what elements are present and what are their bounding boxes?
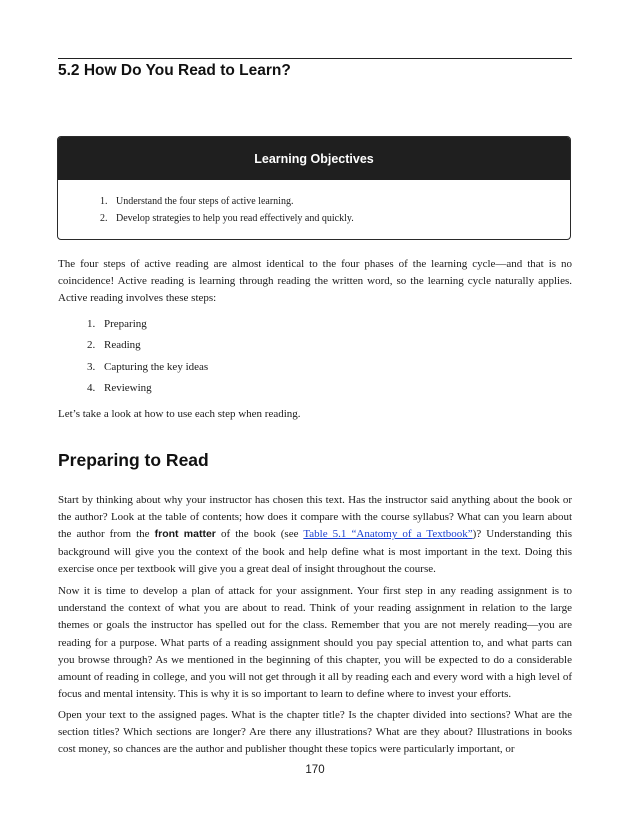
list-item: 3. Capturing the key ideas [87,360,209,373]
learning-objectives-header: Learning Objectives [58,137,570,180]
section-title: 5.2 How Do You Read to Learn? [58,62,291,79]
list-item: 2. Develop strategies to help you read effectively and quickly. [100,213,354,224]
page-number: 170 [305,764,325,776]
paragraph-1: Start by thinking about why your instructor has chosen this text. Has the instructor said anything about the book or the author? Look at the table of contents; how does it compare with the course syllabus? What can you learn about the author from the front matter of the book (see Table 5.1 “Anatomy of a Textbook”)? Understanding this background will give you the context of the book and help define what is most important in the text. Doing this exercise once per textbook will give you a great deal of insight throughout the course. [58,494,572,575]
paragraph-2: Now it is time to develop a plan of attack for your assignment. Your first step in any reading assignment is to understand the context of what you are about to read. Think of your reading assignment in relation to the large themes or goals the instructor has spelled out for the class. Remember that you are not merely reading—you are reading for a purpose. What parts of a reading assignment should you pay special attention to, and what parts can you browse through? As we mentioned in the beginning of this chapter, you will be expected to do a considerable amount of reading in college, and you will not get through it all by reading each and every word with a high level of focus and mental intensity. This is why it is so important to learn to define where to invest your efforts. [58,585,572,701]
learning-objectives-list [100,193,354,227]
list-item: 1. Understand the four steps of active learning. [100,196,294,207]
paragraph-3: Open your text to the assigned pages. What is the chapter title? Is the chapter divided into sections? What are the section titles? Which sections are longer? Are there any illustrations? What are they about? Illustrations in books cost money, so chances are the author and publisher thought these topics were particularly important, or [58,709,572,756]
list-item: 2. Reading [87,339,141,352]
list-item: 1. Preparing [87,318,147,330]
table-link[interactable]: Table 5.1 “Anatomy of a Textbook” [303,528,473,541]
intro-paragraph: The four steps of active reading are almost identical to the four phases of the learning cycle—and that is no coincidence! Active reading is learning through reading the written word, so the learning cycle naturally applies. Active reading involves these steps: [58,258,572,305]
front-matter-term: front matter [154,528,216,541]
top-rule [58,58,572,59]
list-item: 4. Reviewing [87,381,152,394]
learning-objectives-box [57,136,571,240]
steps-list [87,314,208,399]
lead-in-text: Let’s take a look at how to use each step when reading. [58,408,301,420]
subheading-preparing-to-read: Preparing to Read [58,450,209,470]
